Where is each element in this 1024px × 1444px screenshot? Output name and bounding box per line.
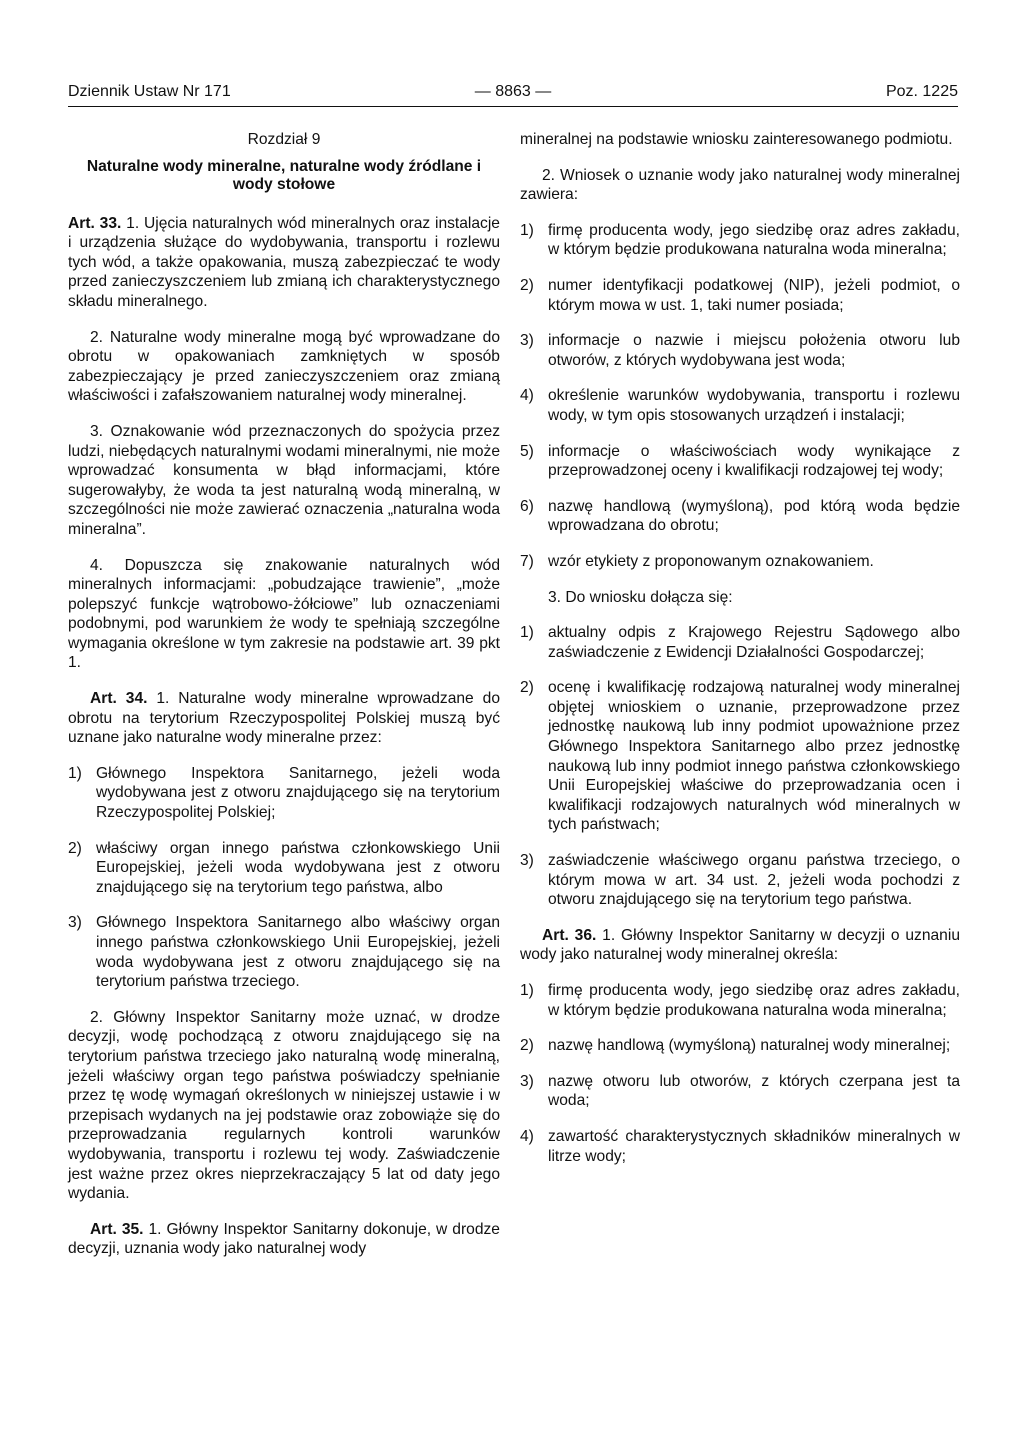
list-item [520, 386, 960, 425]
item-text: określenie warunków wydobywania, transportu i rozlewu wody, w tym opis stosowanych urządzeń i instalacji; [548, 387, 960, 424]
list-item [520, 981, 960, 1020]
art33-label: Art. 33. [68, 214, 122, 232]
journal-title: Dziennik Ustaw Nr 171 [68, 83, 231, 100]
item-text: właściwy organ innego państwa członkowskiego Unii Europejskiej, jeżeli woda wydobywana jest z otworu znajdującego się na terytorium tego państwa, albo [96, 839, 500, 896]
art36-para1 [520, 926, 960, 965]
item-text: numer identyfikacji podatkowej (NIP), jeżeli podmiot, o którym mowa w ust. 1, taki numer posiada; [548, 276, 960, 314]
list-item [520, 623, 960, 662]
list-item [520, 497, 960, 536]
chapter-title: Naturalne wody mineralne, naturalne wody źródlane i wody stołowe [86, 157, 482, 193]
list-item [520, 1127, 960, 1166]
art33-para1 [68, 214, 500, 312]
item-number: 1) [520, 982, 534, 999]
list-item [520, 678, 960, 835]
item-number: 4) [520, 387, 534, 405]
list-item [520, 276, 960, 315]
item-number: 3) [520, 1072, 534, 1090]
item-number: 2) [68, 839, 82, 857]
item-number: 1) [520, 624, 534, 642]
item-text: nazwę otworu lub otworów, z których czerpana jest ta woda; [548, 1072, 960, 1110]
item-number: 6) [520, 497, 534, 515]
right-column [520, 130, 960, 1182]
item-number: 2) [520, 276, 534, 294]
item-text: zaświadczenie właściwego organu państwa trzeciego, o którym mowa w art. 34 ust. 2, jeżeli woda pochodzi z otworu znajdującego się na terytorium tego państwa. [548, 852, 960, 909]
list-item [520, 442, 960, 481]
list-item [68, 764, 500, 823]
art35-para1-start-text: 1. Główny Inspektor Sanitarny dokonuje, w drodze decyzji, uznania wody jako naturalnej wody [68, 1220, 500, 1258]
item-text: ocenę i kwalifikację rodzajową naturalnej wody mineralnej objętej wnioskiem o uznanie, przeprowadzone przez jednostkę naukową lub inny podmiot upoważnione przez Głównego Inspektora Sanitarnego albo przez jednostkę naukową lub inny podmiot innego państwa członkowskiego Unii Europejskiej właściwe do przeprowadzania ocen i kwalifikacji rodzajowych naturalnych wód mineralnych w tych państwach; [548, 679, 960, 834]
item-number: 3) [520, 332, 534, 350]
page-number: — 8863 — [474, 83, 552, 100]
art35-para1-cont: mineralnej na podstawie wniosku zainteresowanego podmiotu. [520, 131, 953, 148]
item-number: 2) [520, 679, 534, 697]
art34-para1 [68, 689, 500, 748]
item-text: Głównego Inspektora Sanitarnego albo właściwy organ innego państwa członkowskiego Unii Europejskiej, jeżeli woda wydobywana jest z otworu znajdującego się na terytorium państwa trzeciego. [96, 914, 500, 991]
item-number: 5) [520, 442, 534, 460]
item-number: 1) [520, 221, 534, 239]
item-number: 1) [68, 764, 82, 782]
chapter-label: Rozdział 9 [247, 131, 321, 148]
art33-para1-text: 1. Ujęcia naturalnych wód mineralnych oraz instalacje i urządzenia służące do wydobywania, transportu i rozlewu tych wód, a także opakowania, muszą zabezpieczać te wody przed zanieczyszczeniem lub zmianą ich charakterystycznego składu mineralnego. [68, 214, 500, 310]
list-item [520, 221, 960, 260]
item-text: informacje o właściwościach wody wynikające z przeprowadzonej oceny i kwalifikacji rodzajowej tej wody; [548, 442, 960, 480]
item-text: zawartość charakterystycznych składników mineralnych w litrze wody; [548, 1127, 960, 1165]
list-item [520, 1072, 960, 1111]
art35-para1-start [68, 1220, 500, 1259]
art34-para2: 2. Główny Inspektor Sanitarny może uznać, w drodze decyzji, wodę pochodzącą z otworu znajdującego się na terytorium państwa trzeciego jako naturalną wodę mineralną, jeżeli właściwy organ tego państwa poświadczy spełnianie przez tę wodę wymagań określonych w niniejszej ustawie i w przepisach wydanych na jej podstawie oraz zobowiąże się do przeprowadzania regularnych kontroli warunków wydobywania, transportu i rozlewu tej wody. Zaświadczenie jest ważne przez okres nieprzekraczający 5 lat od daty jego wydania. [68, 1008, 500, 1203]
art36-para1-text: 1. Główny Inspektor Sanitarny w decyzji o uznaniu wody jako naturalnej wody mineralnej określa: [520, 926, 960, 964]
item-text: wzór etykiety z proponowanym oznakowaniem. [548, 552, 874, 570]
art33-para3: 3. Oznakowanie wód przeznaczonych do spożycia przez ludzi, niebędących naturalnymi wodami mineralnymi, nie może wprowadzać konsumenta w błąd informacjami, które sugerowałyby, że woda ta jest naturalną wodą mineralną, w szczególności nie może zawierać oznaczenia „naturalna woda mineralna”. [68, 422, 500, 538]
art35-label: Art. 35. [90, 1220, 144, 1238]
list-item [68, 913, 500, 991]
art35-attachments-list [520, 623, 960, 910]
art34-list [68, 764, 500, 992]
page-header [68, 78, 958, 107]
art36-label: Art. 36. [542, 926, 597, 944]
item-number: 2) [520, 1037, 534, 1055]
item-text: aktualny odpis z Krajowego Rejestru Sądowego albo zaświadczenie z Ewidencji Działalności Gospodarczej; [548, 624, 960, 661]
art33-para2: 2. Naturalne wody mineralne mogą być wprowadzane do obrotu w opakowaniach zamkniętych w sposób zabezpieczający je przed zanieczyszczeniem oraz zmianą właściwości i zafałszowaniem naturalnej wody mineralnej. [68, 328, 500, 405]
item-number: 4) [520, 1127, 534, 1145]
list-item [520, 331, 960, 370]
item-text: firmę producenta wody, jego siedzibę oraz adres zakładu, w którym będzie produkowana naturalna woda mineralna; [548, 982, 960, 1019]
art35-para3: 3. Do wniosku dołącza się: [548, 588, 733, 606]
art35-list [520, 221, 960, 572]
list-item [520, 851, 960, 910]
position-number: Poz. 1225 [885, 83, 958, 100]
item-text: nazwę handlową (wymyśloną) naturalnej wody mineralnej; [548, 1037, 951, 1055]
list-item [68, 839, 500, 898]
item-number: 3) [68, 914, 82, 932]
item-number: 3) [520, 852, 534, 870]
item-text: informacje o nazwie i miejscu położenia otworu lub otworów, z których wydobywana jest woda; [548, 332, 960, 369]
art34-label: Art. 34. [90, 690, 148, 708]
art34-para1-text: 1. Naturalne wody mineralne wprowadzane do obrotu na terytorium Rzeczypospolitej Polskiej muszą być uznane jako naturalne wody mineralne przez: [68, 690, 500, 747]
art35-para2: 2. Wniosek o uznanie wody jako naturalnej wody mineralnej zawiera: [520, 166, 960, 204]
list-item [520, 1036, 960, 1056]
left-column [68, 130, 500, 1275]
item-text: nazwę handlową (wymyśloną), pod którą woda będzie wprowadzana do obrotu; [548, 497, 960, 535]
list-item [520, 552, 960, 572]
item-text: Głównego Inspektora Sanitarnego, jeżeli woda wydobywana jest z otworu znajdującego się na terytorium Rzeczypospolitej Polskiej; [96, 764, 500, 822]
item-text: firmę producenta wody, jego siedzibę oraz adres zakładu, w którym będzie produkowana naturalna woda mineralna; [548, 221, 960, 259]
item-number: 7) [520, 552, 534, 570]
art36-list [520, 981, 960, 1166]
art33-para4: 4. Dopuszcza się znakowanie naturalnych wód mineralnych informacjami: „pobudzające trawienie”, „może polepszyć funkcje wątrobowo-żółciowe” lub oznaczeniami podobnymi, pod warunkiem że wody te spełniają szczególne wymagania określone w tym zakresie na podstawie art. 39 pkt 1. [68, 556, 500, 672]
